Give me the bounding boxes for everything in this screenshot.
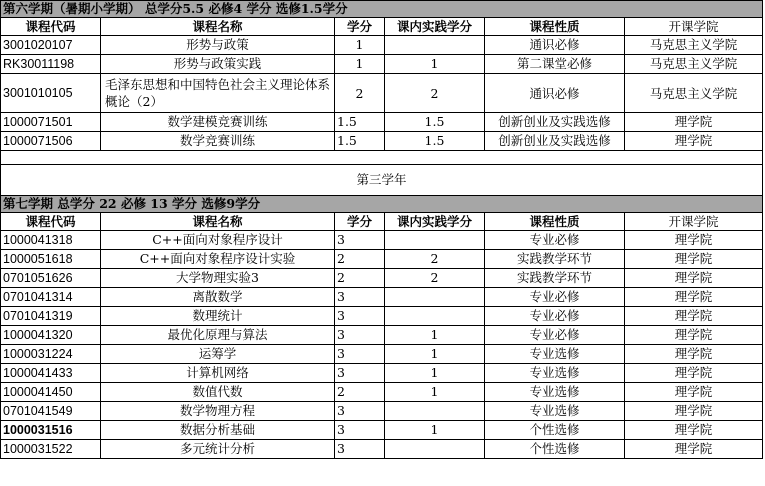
course-practice: 1 [385, 421, 485, 440]
course-practice: 2 [385, 269, 485, 288]
table-row [1, 307, 763, 326]
course-practice: 1 [385, 383, 485, 402]
course-credit: 1.5 [335, 113, 385, 132]
course-school: 理学院 [625, 345, 763, 364]
course-practice [385, 231, 485, 250]
course-credit: 2 [335, 74, 385, 113]
course-type: 专业选修 [485, 345, 625, 364]
course-school: 理学院 [625, 250, 763, 269]
header-name: 课程名称 [101, 213, 335, 231]
course-credit: 3 [335, 402, 385, 421]
table-row [1, 132, 763, 151]
course-name: C++面向对象程序设计实验 [101, 250, 335, 269]
course-code: 1000041320 [1, 326, 101, 345]
year-title: 第三学年 [1, 165, 763, 196]
course-type: 专业必修 [485, 307, 625, 326]
semester6-banner: 第六学期（暑期小学期） 总学分5.5 必修4 学分 选修1.5学分 [1, 1, 763, 18]
course-type: 创新创业及实践选修 [485, 132, 625, 151]
table-row [1, 288, 763, 307]
course-name: 计算机网络 [101, 364, 335, 383]
course-code: 1000031224 [1, 345, 101, 364]
header-code: 课程代码 [1, 213, 101, 231]
course-practice: 1 [385, 364, 485, 383]
header-school: 开课学院 [625, 213, 763, 231]
course-type: 实践教学环节 [485, 269, 625, 288]
course-school: 理学院 [625, 364, 763, 383]
course-name: 数学竞赛训练 [101, 132, 335, 151]
course-name: 毛泽东思想和中国特色社会主义理论体系概论（2） [101, 74, 335, 113]
course-code: 1000071501 [1, 113, 101, 132]
course-practice [385, 36, 485, 55]
course-code: 3001020107 [1, 36, 101, 55]
course-credit: 3 [335, 231, 385, 250]
course-school: 理学院 [625, 132, 763, 151]
table-row [1, 250, 763, 269]
course-type: 专业选修 [485, 402, 625, 421]
semester6-header-row [1, 18, 763, 36]
spacer-row [1, 151, 763, 165]
course-name: C++面向对象程序设计 [101, 231, 335, 250]
course-code: 1000031516 [1, 421, 101, 440]
header-school: 开课学院 [625, 18, 763, 36]
table-row [1, 231, 763, 250]
course-code: 0701041319 [1, 307, 101, 326]
header-practice: 课内实践学分 [385, 213, 485, 231]
course-practice [385, 307, 485, 326]
course-school: 理学院 [625, 269, 763, 288]
course-type: 专业选修 [485, 364, 625, 383]
header-credit: 学分 [335, 18, 385, 36]
course-code: 1000041450 [1, 383, 101, 402]
course-code: 0701041314 [1, 288, 101, 307]
course-practice: 1.5 [385, 132, 485, 151]
course-practice: 1.5 [385, 113, 485, 132]
course-credit: 2 [335, 383, 385, 402]
table-row [1, 36, 763, 55]
course-school: 理学院 [625, 421, 763, 440]
course-type: 专业必修 [485, 231, 625, 250]
course-name: 形势与政策 [101, 36, 335, 55]
course-code: 1000041433 [1, 364, 101, 383]
course-credit: 3 [335, 440, 385, 459]
course-name: 数理统计 [101, 307, 335, 326]
semester7-header-row [1, 213, 763, 231]
course-credit: 3 [335, 326, 385, 345]
course-school: 理学院 [625, 307, 763, 326]
course-code: RK30011198 [1, 55, 101, 74]
course-type: 个性选修 [485, 421, 625, 440]
table-row [1, 113, 763, 132]
course-credit: 3 [335, 421, 385, 440]
course-type: 专业必修 [485, 326, 625, 345]
course-practice: 2 [385, 250, 485, 269]
course-code: 0701041549 [1, 402, 101, 421]
table-row [1, 364, 763, 383]
table-row [1, 402, 763, 421]
course-name: 大学物理实验3 [101, 269, 335, 288]
table-row [1, 440, 763, 459]
semester7-banner-row [1, 196, 763, 213]
course-type: 个性选修 [485, 440, 625, 459]
course-name: 数据分析基础 [101, 421, 335, 440]
table-row [1, 326, 763, 345]
course-practice [385, 402, 485, 421]
course-school: 理学院 [625, 288, 763, 307]
header-code: 课程代码 [1, 18, 101, 36]
table-row [1, 74, 763, 113]
year-title-row [1, 165, 763, 196]
course-type: 通识必修 [485, 36, 625, 55]
header-credit: 学分 [335, 213, 385, 231]
table-row [1, 345, 763, 364]
table-row [1, 383, 763, 402]
course-school: 理学院 [625, 113, 763, 132]
table-row [1, 269, 763, 288]
course-name: 多元统计分析 [101, 440, 335, 459]
course-name: 运筹学 [101, 345, 335, 364]
course-practice [385, 288, 485, 307]
course-name: 数值代数 [101, 383, 335, 402]
course-name: 最优化原理与算法 [101, 326, 335, 345]
course-name: 数学建模竞赛训练 [101, 113, 335, 132]
course-type: 第二课堂必修 [485, 55, 625, 74]
course-type: 通识必修 [485, 74, 625, 113]
course-type: 实践教学环节 [485, 250, 625, 269]
course-credit: 3 [335, 345, 385, 364]
course-code: 1000031522 [1, 440, 101, 459]
header-type: 课程性质 [485, 213, 625, 231]
course-credit: 1 [335, 55, 385, 74]
header-practice: 课内实践学分 [385, 18, 485, 36]
course-code: 1000051618 [1, 250, 101, 269]
course-name: 数学物理方程 [101, 402, 335, 421]
table-row [1, 421, 763, 440]
course-school: 马克思主义学院 [625, 36, 763, 55]
course-credit: 2 [335, 269, 385, 288]
course-credit: 1.5 [335, 132, 385, 151]
course-code: 1000071506 [1, 132, 101, 151]
semester7-banner: 第七学期 总学分 22 必修 13 学分 选修9学分 [1, 196, 763, 213]
course-name: 形势与政策实践 [101, 55, 335, 74]
course-school: 理学院 [625, 383, 763, 402]
course-type: 专业选修 [485, 383, 625, 402]
course-school: 理学院 [625, 402, 763, 421]
course-credit: 2 [335, 250, 385, 269]
course-school: 理学院 [625, 231, 763, 250]
course-credit: 3 [335, 307, 385, 326]
course-school: 马克思主义学院 [625, 55, 763, 74]
course-code: 3001010105 [1, 74, 101, 113]
semester6-banner-row [1, 1, 763, 18]
header-name: 课程名称 [101, 18, 335, 36]
course-credit: 1 [335, 36, 385, 55]
course-practice: 1 [385, 345, 485, 364]
course-name: 离散数学 [101, 288, 335, 307]
course-credit: 3 [335, 288, 385, 307]
course-school: 理学院 [625, 440, 763, 459]
course-type: 创新创业及实践选修 [485, 113, 625, 132]
course-credit: 3 [335, 364, 385, 383]
course-school: 理学院 [625, 326, 763, 345]
course-practice: 1 [385, 326, 485, 345]
header-type: 课程性质 [485, 18, 625, 36]
course-code: 1000041318 [1, 231, 101, 250]
course-practice: 1 [385, 55, 485, 74]
table-row [1, 55, 763, 74]
course-practice [385, 440, 485, 459]
course-code: 0701051626 [1, 269, 101, 288]
course-type: 专业必修 [485, 288, 625, 307]
course-school: 马克思主义学院 [625, 74, 763, 113]
course-practice: 2 [385, 74, 485, 113]
